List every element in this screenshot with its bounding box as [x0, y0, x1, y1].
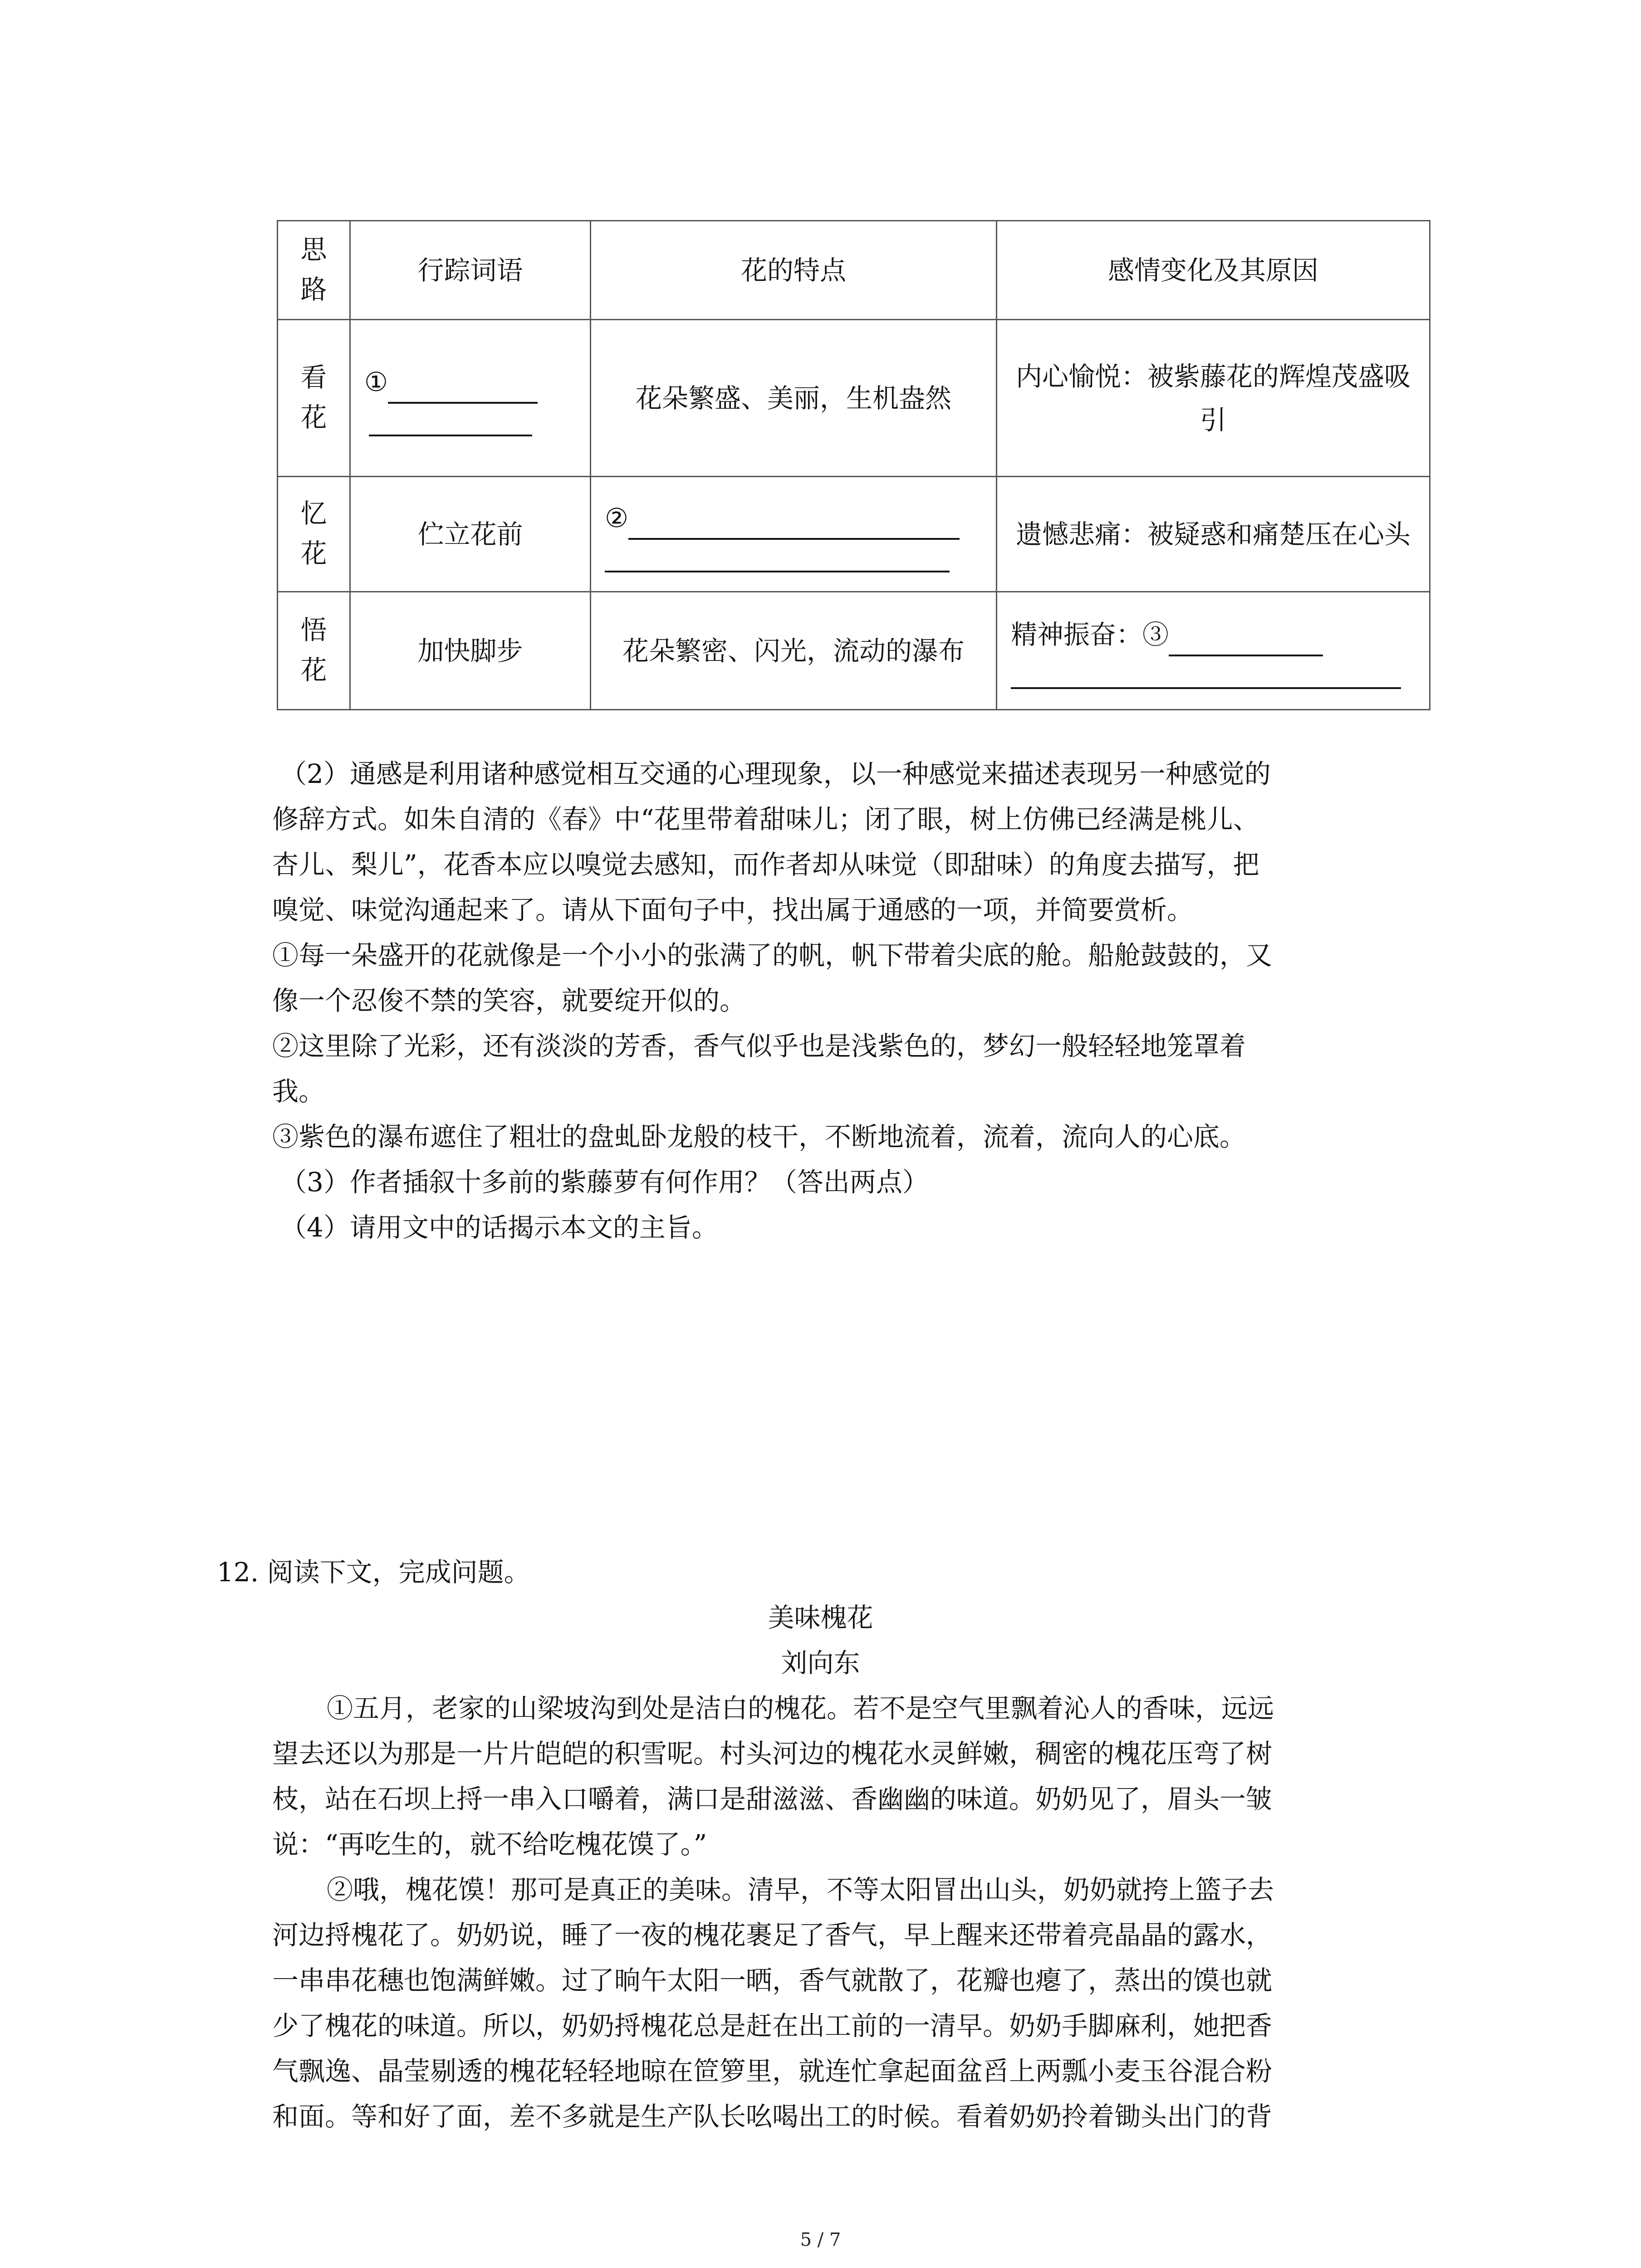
table-row	[278, 477, 1430, 592]
article-title: 美味槐花	[768, 1602, 873, 1633]
article-line: 说：“再吃生的，就不给吃槐花馍了。”	[272, 1829, 707, 1860]
article-line: 望去还以为那是一片片皑皑的积雪呢。村头河边的槐花水灵鲜嫩，稠密的槐花压弯了树	[272, 1738, 1273, 1769]
table-cell: 内心愉悦：被紫藤花的辉煌茂盛吸引	[997, 320, 1430, 477]
q2-line: ②这里除了光彩，还有淡淡的芳香，香气似乎也是浅紫色的，梦幻一般轻轻地笼罩着	[272, 1031, 1246, 1061]
page-number: 5 / 7	[800, 2229, 841, 2250]
blank-cell-1: ①	[350, 320, 591, 477]
answer-blank-3b[interactable]	[1011, 660, 1401, 689]
q2-line: 修辞方式。如朱自清的《春》中“花里带着甜味儿；闭了眼，树上仿佛已经满是桃儿、	[272, 804, 1259, 835]
row-label: 忆花	[278, 477, 350, 592]
header-cell: 行踪词语	[350, 221, 591, 320]
table-row	[278, 592, 1430, 710]
table-cell: 花朵繁密、闪光，流动的瀑布	[591, 592, 997, 710]
q2-line: 我。	[272, 1076, 325, 1107]
article-line: ①五月，老家的山梁坡沟到处是洁白的槐花。若不是空气里飘着沁人的香味，远远	[327, 1693, 1274, 1724]
article-line: 少了槐花的味道。所以，奶奶捋槐花总是赶在出工前的一清早。奶奶手脚麻利，她把香	[272, 2010, 1273, 2041]
article-line: 一串串花穗也饱满鲜嫩。过了晌午太阳一晒，香气就散了，花瓣也瘪了，蒸出的馍也就	[272, 1965, 1273, 1996]
article-line: 河边捋槐花了。奶奶说，睡了一夜的槐花裹足了香气，早上醒来还带着亮晶晶的露水，	[272, 1920, 1273, 1950]
header-cell: 花的特点	[591, 221, 997, 320]
row-label: 悟花	[278, 592, 350, 710]
header-cell: 感情变化及其原因	[997, 221, 1430, 320]
article-line: ②哦，槐花馍！那可是真正的美味。清早，不等太阳冒出山头，奶奶就挎上篮子去	[327, 1874, 1274, 1905]
q2-line: 杏儿、梨儿”，花香本应以嗅觉去感知，而作者却从味觉（即甜味）的角度去描写，把	[272, 849, 1259, 880]
answer-table	[277, 220, 1430, 710]
article-line: 枝，站在石坝上捋一串入口嚼着，满口是甜滋滋、香幽幽的味道。奶奶见了，眉头一皱	[272, 1784, 1273, 1814]
answer-blank-1b[interactable]	[369, 407, 532, 436]
header-cell: 思路	[278, 221, 350, 320]
q2-line: 像一个忍俊不禁的笑容，就要绽开似的。	[272, 985, 746, 1016]
article-line: 和面。等和好了面，差不多就是生产队长吆喝出工的时候。看着奶奶拎着锄头出门的背	[272, 2101, 1273, 2132]
table-cell: 伫立花前	[350, 477, 591, 592]
table-row	[278, 320, 1430, 477]
answer-blank-2b[interactable]	[605, 543, 950, 572]
answer-blank-2[interactable]	[628, 511, 960, 540]
answer-blank-3[interactable]	[1169, 627, 1323, 656]
table-cell: 加快脚步	[350, 592, 591, 710]
q2-line: 嗅觉、味觉沟通起来了。请从下面句子中，找出属于通感的一项，并简要赏析。	[272, 894, 1194, 925]
q2-line: （2）通感是利用诸种感觉相互交通的心理现象，以一种感觉来描述表现另一种感觉的	[280, 758, 1271, 789]
table-cell: 花朵繁盛、美丽，生机盎然	[591, 320, 997, 477]
blank-cell-3: 精神振奋：③	[997, 592, 1430, 710]
q12-prompt: 12. 阅读下文，完成问题。	[217, 1557, 530, 1588]
answer-blank-1[interactable]	[388, 375, 538, 404]
table-header-row	[278, 221, 1430, 320]
q2-line: ③紫色的瀑布遮住了粗壮的盘虬卧龙般的枝干，不断地流着，流着，流向人的心底。	[272, 1121, 1246, 1152]
q3-line: （3）作者插叙十多前的紫藤萝有何作用？（答出两点）	[280, 1167, 929, 1198]
article-line: 气飘逸、晶莹剔透的槐花轻轻地晾在笸箩里，就连忙拿起面盆舀上两瓢小麦玉谷混合粉	[272, 2056, 1273, 2087]
table-cell: 遗憾悲痛：被疑惑和痛楚压在心头	[997, 477, 1430, 592]
article-author: 刘向东	[781, 1647, 860, 1678]
row-label: 看花	[278, 320, 350, 477]
q4-line: （4）请用文中的话揭示本文的主旨。	[280, 1212, 718, 1243]
blank-cell-2: ②	[591, 477, 997, 592]
q2-line: ①每一朵盛开的花就像是一个小小的张满了的帆，帆下带着尖底的舱。船舱鼓鼓的，又	[272, 940, 1273, 971]
